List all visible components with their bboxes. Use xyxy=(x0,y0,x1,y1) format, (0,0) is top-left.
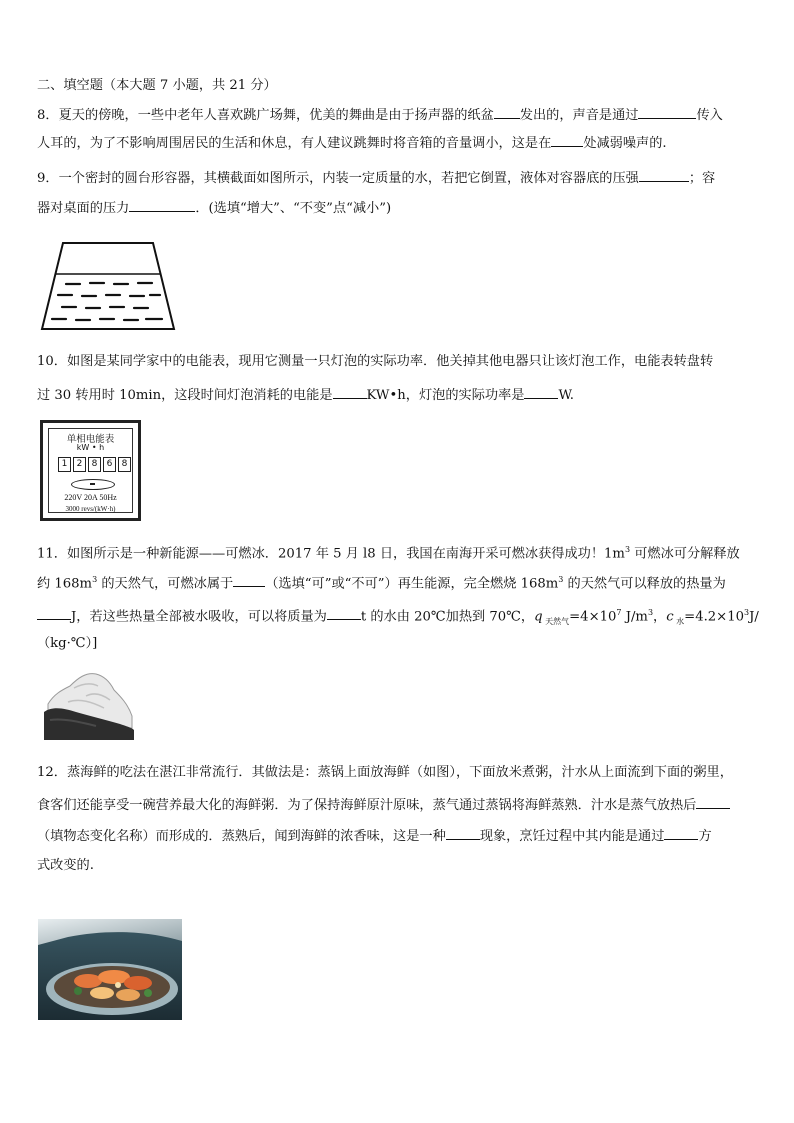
section-title: 二、填空题（本大题 7 小题，共 21 分） xyxy=(37,78,277,93)
answer-blank[interactable] xyxy=(638,104,696,119)
combustible-ice-photo xyxy=(40,668,138,742)
question-12-line-4: 式改变的. xyxy=(37,858,94,873)
question-12-line-1: 12．蒸海鲜的吃法在湛江非常流行．其做法是：蒸锅上面放海鲜（如图），下面放米煮粥，汁水从上面流到下面的粥里， xyxy=(37,765,733,780)
meter-disk-icon xyxy=(71,479,115,490)
question-9-line-2: 器对桌面的压力 ．(选填“增大”、“不变”点“减小”) xyxy=(37,197,391,219)
answer-blank[interactable] xyxy=(494,104,520,119)
answer-blank[interactable] xyxy=(333,384,367,399)
frustum-container-figure xyxy=(38,238,178,333)
meter-digit: 8 xyxy=(88,457,101,472)
meter-title: 单相电能表 xyxy=(66,434,115,445)
meter-revs: 3000 revs/(kW·h) xyxy=(65,505,116,513)
meter-digit: 6 xyxy=(103,457,116,472)
meter-reading xyxy=(58,457,133,472)
question-11-line-3: J，若这些热量全部被水吸收，可以将质量为 t 的水由 20℃加热到 70℃，q $_{天然气}=4\times 10^7$ $J/m^3$，c $_水=4.2\times 10^3J/$ xyxy=(37,603,759,632)
answer-blank[interactable] xyxy=(551,132,583,147)
question-12-line-3: （填物态变化名称）而形成的．蒸熟后，闻到海鲜的浓香味，这是一种 现象，烹饪过程中其内能是通过 方 xyxy=(37,825,712,847)
electricity-meter-figure xyxy=(40,420,141,521)
question-11-line-1: 11．如图所示是一种新能源——可燃冰．2017 年 5 月 l8 日，我国在南海开采可燃冰获得成功！$1m^3$ 可燃冰可分解释放 xyxy=(37,545,740,562)
answer-blank[interactable] xyxy=(233,572,265,587)
answer-blank[interactable] xyxy=(664,825,698,840)
answer-blank[interactable] xyxy=(524,384,558,399)
answer-blank[interactable] xyxy=(446,825,480,840)
steamed-seafood-photo xyxy=(38,919,182,1020)
meter-digit: 1 xyxy=(58,457,71,472)
answer-blank[interactable] xyxy=(37,605,71,620)
question-11-line-4: （kg·℃）] xyxy=(37,636,98,651)
question-12-line-2: 食客们还能享受一碗营养最大化的海鲜粥．为了保持海鲜原汁原味，蒸气通过蒸锅将海鲜蒸熟．汁水是蒸气放热后 xyxy=(37,794,730,816)
question-8-line-2: 人耳的，为了不影响周围居民的生活和休息，有人建议跳舞时将音箱的音量调小，这是在 处减弱噪声的. xyxy=(37,132,667,154)
answer-blank[interactable] xyxy=(696,794,730,809)
meter-digit: 8 xyxy=(118,457,131,472)
meter-spec: 220V 20A 50Hz xyxy=(64,493,117,502)
answer-blank[interactable] xyxy=(639,167,689,182)
answer-blank[interactable] xyxy=(327,605,361,620)
question-10-line-1: 10．如图是某同学家中的电能表，现用它测量一只灯泡的实际功率．他关掉其他电器只让该灯泡工作，电能表转盘转 xyxy=(37,354,714,369)
question-8-line-1: 8．夏天的傍晚，一些中老年人喜欢跳广场舞，优美的舞曲是由于扬声器的纸盆 发出的，声音是通过 传入 xyxy=(37,104,723,126)
question-10-line-2: 过 30 转用时 10min，这段时间灯泡消耗的电能是 KW•h，灯泡的实际功率是 W. xyxy=(37,384,574,406)
question-11-line-2: 约 $168m^3$ 的天然气，可燃冰属于 （选填“可”或“不可”）再生能源，完全燃烧 $168m^3$ 的天然气可以释放的热量为 xyxy=(37,570,726,594)
question-9-line-1: 9．一个密封的圆台形容器，其横截面如图所示，内装一定质量的水，若把它倒置，液体对容器底的压强 ；容 xyxy=(37,167,715,189)
answer-blank[interactable] xyxy=(129,197,195,212)
meter-unit: kW • h xyxy=(76,443,105,452)
meter-digit: 2 xyxy=(73,457,86,472)
